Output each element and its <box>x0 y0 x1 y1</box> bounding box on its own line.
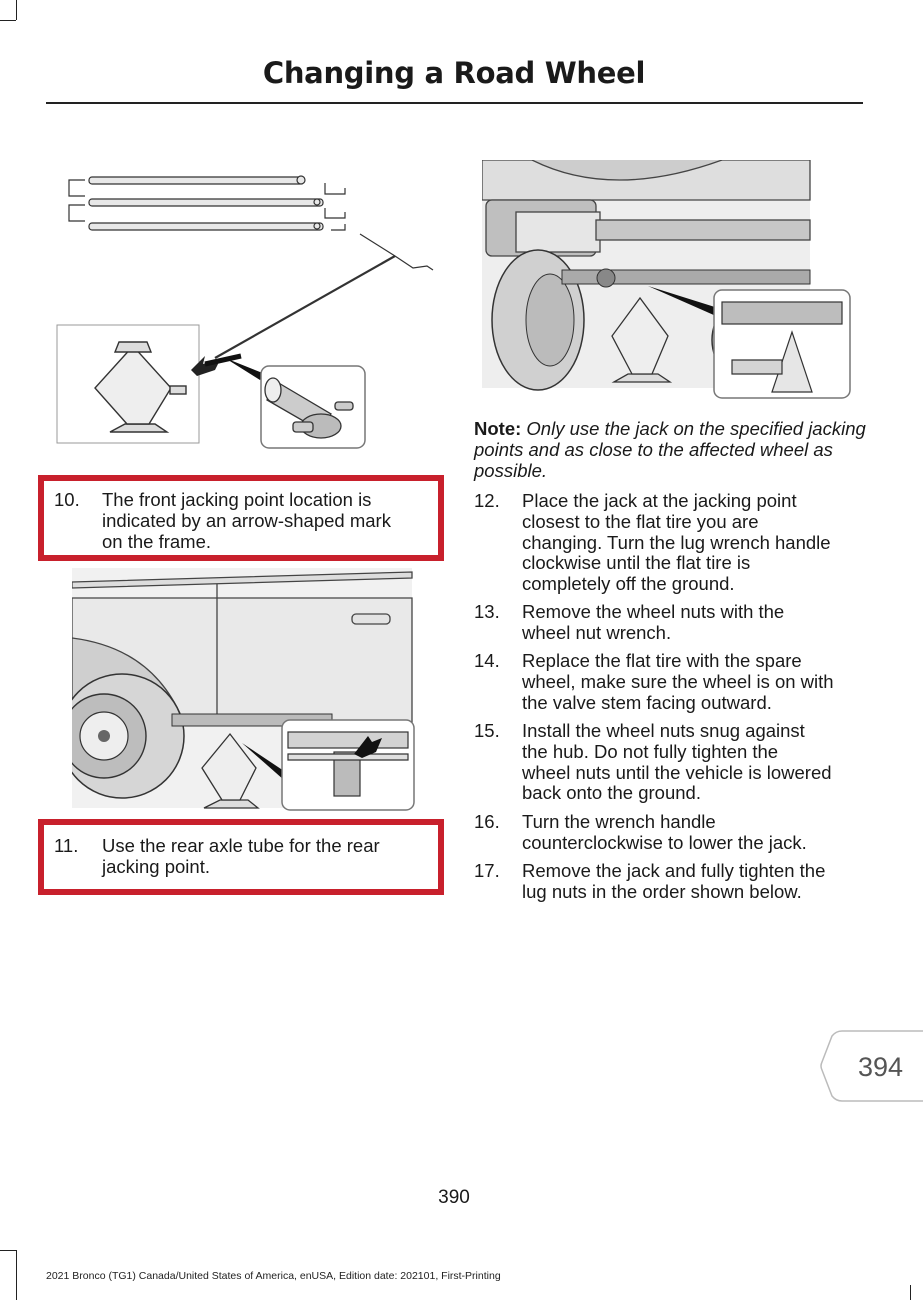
rear-axle-jacking-illustration <box>482 160 854 400</box>
step-number: 14. <box>474 650 500 671</box>
step-number: 15. <box>474 720 500 741</box>
front-jacking-point-illustration <box>72 568 418 814</box>
title-divider <box>46 102 863 104</box>
step-number: 10. <box>54 489 80 510</box>
step-text: Place the jack at the jacking point closest to the flat tire you are changing. Turn the lug wrench handle clockwise until the flat tire is completely off the ground. <box>522 490 831 595</box>
step-text: Replace the flat tire with the spare wheel, make sure the wheel is on with the valve stem facing outward. <box>522 650 834 713</box>
step-text: Remove the jack and fully tighten the lug nuts in the order shown below. <box>522 860 826 902</box>
step-text: Install the wheel nuts snug against the hub. Do not fully tighten the wheel nuts until the vehicle is lowered back onto the ground. <box>522 720 832 804</box>
crop-mark <box>0 1250 16 1251</box>
step-number: 17. <box>474 860 500 881</box>
note-text: Only use the jack on the specified jacking points and as close to the affected wheel as possible. <box>474 418 866 481</box>
footer-edition-info: 2021 Bronco (TG1) Canada/United States of America, enUSA, Edition date: 202101, First-Printing <box>46 1270 501 1282</box>
section-page-tab[interactable] <box>820 1030 923 1102</box>
crop-mark <box>910 1285 911 1300</box>
step-number: 11. <box>54 835 79 856</box>
step-text: Use the rear axle tube for the rear jacking point. <box>102 835 380 877</box>
note-paragraph <box>474 419 866 481</box>
step-text: The front jacking point location is indicated by an arrow-shaped mark on the frame. <box>102 489 391 552</box>
crop-mark <box>16 1250 17 1300</box>
crop-mark <box>16 0 17 20</box>
page-number: 390 <box>438 1187 470 1208</box>
step-text: Remove the wheel nuts with the wheel nut wrench. <box>522 601 785 643</box>
note-label: Note: <box>474 418 522 439</box>
page-title: Changing a Road Wheel <box>262 56 646 90</box>
step-number: 13. <box>474 601 500 622</box>
step-number: 16. <box>474 811 500 832</box>
step-text: Turn the wrench handle counterclockwise to lower the jack. <box>522 811 807 853</box>
crop-mark <box>0 20 16 21</box>
step-number: 12. <box>474 490 500 511</box>
jack-tools-illustration <box>55 168 445 453</box>
section-page-number: 394 <box>858 1052 904 1082</box>
